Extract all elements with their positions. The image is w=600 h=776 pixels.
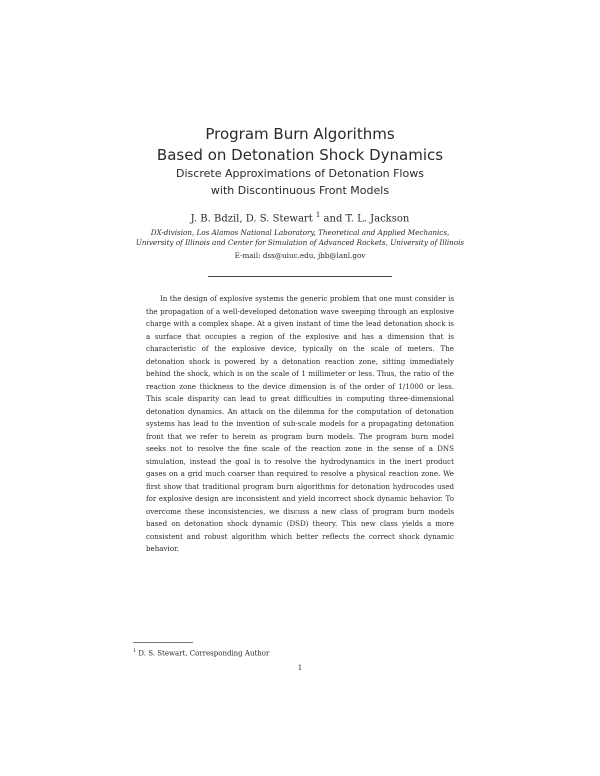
authors-part-1: J. B. Bdzil, D. S. Stewart: [190, 213, 313, 225]
paper-subtitle-line-2: with Discontinuous Front Models: [210, 184, 390, 197]
footnote-divider: [133, 642, 193, 643]
authors-part-2: and T. L. Jackson: [320, 213, 410, 225]
page-number: 1: [297, 664, 303, 672]
affiliation-line-1: DX-division, Los Alamos National Laboratory, Theoretical and Applied Mechanics,: [150, 228, 450, 237]
paper-title-line-2: Based on Detonation Shock Dynamics: [156, 146, 444, 164]
author-footnote-mark: 1: [315, 211, 321, 219]
paper-subtitle-line-1: Discrete Approximations of Detonation Flows: [176, 167, 424, 180]
affiliation-line-2: University of Illinois and Center for Simulation of Advanced Rockets, University of Illinois: [135, 238, 465, 247]
abstract-paragraph: In the design of explosive systems the generic problem that one must consider is the propagation of a well-developed detonation wave sweeping through an explosive charge with a complex shape. At a given instant of time the lead detonation shock is a surface that occupies a region of the explosive and has a dimension that is characteristic of the explosive device, typically on the scale of meters. The detonation shock is powered by a detonation reaction zone, sitting immediately behind the shock, which is on the scale of 1 millimeter or less. Thus, the ratio of the reaction zone thickness to the device dimension is of the order of 1/1000 or less. This scale disparity can lead to great difficulties in computing three-dimensional detonation dynamics. An attack on the dilemma for the computation of detonation systems has lead to the invention of sub-scale models for a propagating detonation front that we refer to herein as program burn models. The program burn model seeks not to resolve the fine scale of the reaction zone in the sense of a DNS simulation, instead the goal is to resolve the hydrodynamics in the inert product gases on a grid much coarser than required to resolve a physical reaction zone. We first show that traditional program burn algorithms for detonation hydrocodes used for explosive design are inconsistent and yield incorrect shock dynamic behavior. To overcome these inconsistencies, we discuss a new class of program burn models based on detonation shock dynamic (DSD) theory. This new class yields a more consistent and robust algorithm which better reflects the correct shock dynamic behavior.: [146, 294, 454, 553]
footnote: [133, 646, 269, 658]
footnote-text: D. S. Stewart, Corresponding Author: [136, 649, 270, 658]
contact-email: E-mail: dss@uiuc.edu, jbb@lanl.gov: [234, 251, 366, 260]
author-list: [0, 208, 600, 226]
footnote-mark: 1: [133, 648, 137, 654]
header-divider: [208, 276, 392, 277]
paper-title-line-1: Program Burn Algorithms: [205, 125, 395, 143]
